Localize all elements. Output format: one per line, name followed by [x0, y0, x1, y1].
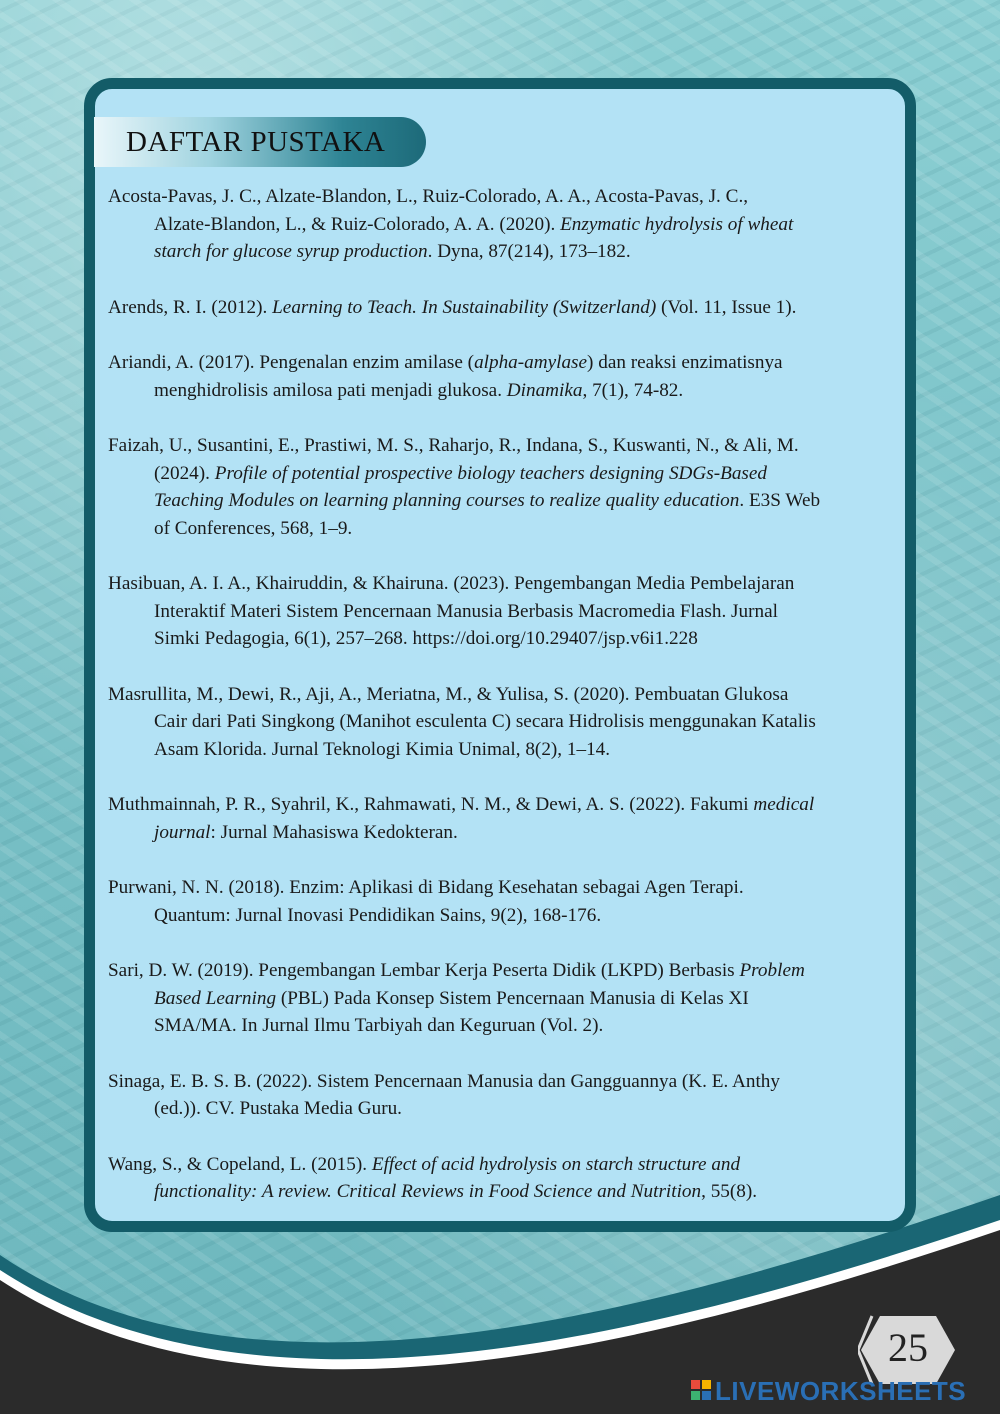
reference-entry [108, 1151, 898, 1206]
reference-entry [108, 349, 898, 404]
liveworksheets-text: LIVEWORKSHEETS [715, 1376, 967, 1406]
reference-italic-text: Effect of acid hydrolysis on starch structure and [371, 1153, 741, 1175]
reference-entry [108, 294, 898, 322]
reference-italic-text: Learning to Teach. In Sustainability (Switzerland) [272, 296, 657, 318]
reference-text: Faizah, U., Susantini, E., Prastiwi, M. S., Raharjo, R., Indana, S., Kuswanti, N., & Ali, M. [108, 435, 799, 456]
reference-text: (Vol. 11, Issue 1). [656, 296, 797, 318]
reference-line [108, 736, 898, 764]
reference-entry [108, 681, 898, 764]
reference-text: (ed.)). CV. Pustaka Media Guru. [154, 1098, 402, 1119]
reference-line [108, 819, 898, 847]
reference-text: , 7(1), 74-82. [582, 379, 684, 401]
section-heading: DAFTAR PUSTAKA [126, 126, 386, 158]
reference-text: (2024). [154, 462, 215, 484]
reference-line [108, 1178, 898, 1206]
reference-line [108, 294, 898, 322]
reference-text: Asam Klorida. Jurnal Teknologi Kimia Unimal, 8(2), 1–14. [154, 738, 611, 760]
reference-italic-text: Problem [739, 960, 805, 981]
reference-italic-text: functionality: A review. Critical Reviews in Food Science and Nutrition [154, 1181, 702, 1202]
reference-text: Hasibuan, A. I. A., Khairuddin, & Khairuna. (2023). Pengembangan Media Pembelajaran [108, 573, 795, 594]
reference-text: (PBL) Pada Konsep Sistem Pencernaan Manusia di Kelas XI [276, 987, 749, 1009]
reference-italic-text: Profile of potential prospective biology teachers designing SDGs-Based [214, 462, 767, 484]
reference-line [108, 487, 898, 515]
reference-line [108, 211, 898, 239]
reference-list [108, 183, 898, 1234]
reference-text: Quantum: Jurnal Inovasi Pendidikan Sains, 9(2), 168-176. [154, 904, 602, 926]
reference-text: Muthmainnah, P. R., Syahril, K., Rahmawati, N. M., & Dewi, A. S. (2022). Fakumi [108, 794, 754, 815]
reference-line [108, 460, 898, 488]
reference-line [108, 985, 898, 1013]
page-number: 25 [888, 1325, 928, 1370]
reference-italic-text: starch for glucose syrup production [154, 241, 428, 262]
reference-text: menghidrolisis amilosa pati menjadi glukosa. [154, 379, 507, 401]
reference-line [108, 183, 898, 211]
reference-line [108, 1068, 898, 1096]
reference-line [108, 625, 898, 653]
reference-entry [108, 791, 898, 846]
reference-line [108, 957, 898, 985]
reference-line [108, 432, 898, 460]
reference-text: Sari, D. W. (2019). Pengembangan Lembar Kerja Peserta Didik (LKPD) Berbasis [108, 960, 740, 981]
reference-italic-text: Based Learning [154, 987, 277, 1009]
reference-entry [108, 183, 898, 266]
reference-text: Purwani, N. N. (2018). Enzim: Aplikasi di Bidang Kesehatan sebagai Agen Terapi. [108, 877, 744, 898]
reference-text: Wang, S., & Copeland, L. (2015). [108, 1153, 372, 1175]
reference-line [108, 874, 898, 902]
reference-text: SMA/MA. In Jurnal Ilmu Tarbiyah dan Keguruan (Vol. 2). [154, 1015, 604, 1036]
reference-entry [108, 432, 898, 542]
reference-text: Simki Pedagogia, 6(1), 257–268. https://doi.org/10.29407/jsp.v6i1.228 [154, 628, 698, 649]
liveworksheets-logo-icon [691, 1380, 711, 1400]
reference-text: ) dan reaksi enzimatisnya [587, 352, 783, 373]
reference-italic-text: medical [753, 794, 815, 815]
reference-line [108, 902, 898, 930]
reference-entry [108, 874, 898, 929]
reference-italic-text: Teaching Modules on learning planning courses to realize quality education [154, 490, 740, 511]
liveworksheets-watermark [691, 1376, 991, 1406]
reference-italic-text: journal [154, 821, 211, 843]
reference-text: Masrullita, M., Dewi, R., Aji, A., Meriatna, M., & Yulisa, S. (2020). Pembuatan Glukosa [108, 683, 789, 705]
reference-italic-text: Enzymatic hydrolysis of wheat [560, 213, 794, 235]
reference-text: Acosta-Pavas, J. C., Alzate-Blandon, L., Ruiz-Colorado, A. A., Acosta-Pavas, J. C., [108, 186, 749, 207]
reference-line [108, 708, 898, 736]
reference-line [108, 1095, 898, 1123]
reference-italic-text: alpha-amylase [474, 352, 588, 373]
reference-text: Arends, R. I. (2012). [108, 296, 273, 318]
reference-text: Alzate-Blandon, L., & Ruiz-Colorado, A. A. (2020). [154, 213, 561, 235]
reference-text: Cair dari Pati Singkong (Manihot esculenta C) secara Hidrolisis menggunakan Katalis [154, 711, 816, 732]
reference-text: of Conferences, 568, 1–9. [154, 517, 353, 539]
reference-text: Sinaga, E. B. S. B. (2022). Sistem Pencernaan Manusia dan Gangguannya (K. E. Anthy [108, 1070, 780, 1092]
reference-line [108, 681, 898, 709]
reference-entry [108, 1068, 898, 1123]
reference-line [108, 1012, 898, 1040]
reference-italic-text: Dinamika [506, 379, 583, 401]
reference-text: Interaktif Materi Sistem Pencernaan Manusia Berbasis Macromedia Flash. Jurnal [154, 600, 778, 622]
reference-line [108, 791, 898, 819]
reference-line [108, 570, 898, 598]
reference-entry [108, 570, 898, 653]
reference-text: : Jurnal Mahasiswa Kedokteran. [210, 821, 458, 843]
reference-line [108, 377, 898, 405]
reference-text: . E3S Web [739, 490, 821, 511]
reference-line [108, 1151, 898, 1179]
section-heading-banner [94, 117, 426, 167]
reference-text: . Dyna, 87(214), 173–182. [427, 241, 631, 262]
reference-line [108, 238, 898, 266]
reference-text: , 55(8). [701, 1181, 758, 1202]
reference-line [108, 598, 898, 626]
reference-line [108, 349, 898, 377]
reference-line [108, 515, 898, 543]
reference-entry [108, 957, 898, 1040]
reference-text: Ariandi, A. (2017). Pengenalan enzim amilase ( [108, 352, 475, 373]
